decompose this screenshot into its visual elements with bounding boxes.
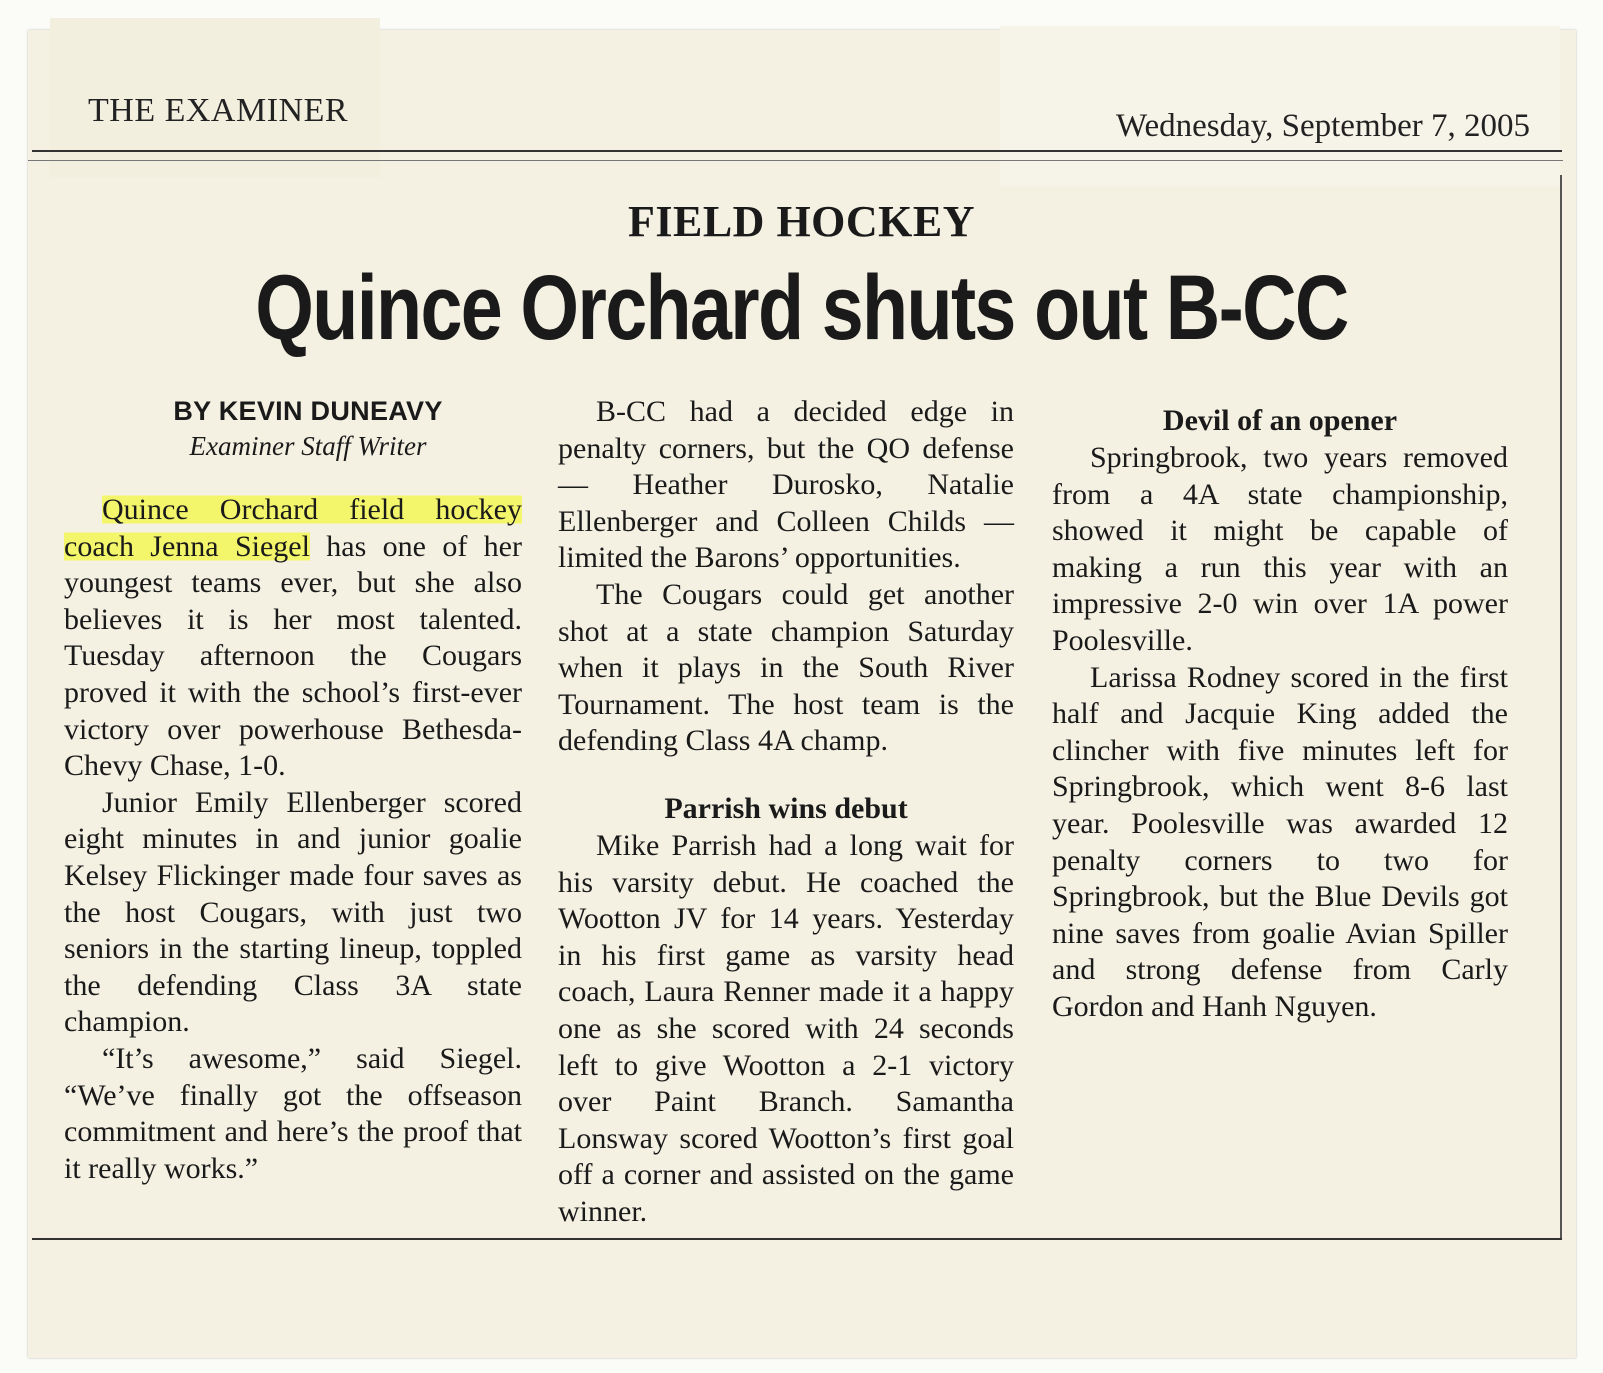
subhead-parrish: Parrish wins debut: [664, 791, 908, 825]
article-column-2: [558, 394, 1014, 1230]
paragraph-4: B-CC had a decided edge in penalty corners, but the QO defense — Heather Durosko, Natalie Ellenberger and Colleen Childs — limited the Barons’ opportunities.: [558, 395, 1014, 575]
masthead-clipping-right: [1000, 26, 1560, 186]
byline: BY KEVIN DUNEAVY: [173, 396, 443, 426]
paragraph-5: The Cougars could get another shot at a state champion Saturday when it plays in the South River Tournament. The host team is the defending Class 4A champ.: [558, 577, 1014, 758]
paragraph-7: Springbrook, two years removed from a 4A state championship, showed it might be capable of making a run this year with an impressive 2-0 win over 1A power Poolesville.: [1052, 441, 1508, 657]
newspaper-name: THE EXAMINER: [88, 92, 349, 129]
paragraph-8: Larissa Rodney scored in the first half and Jacquie King added the clincher with five minutes left for Springbrook, which went 8-6 last year. Poolesville was awarded 12 penalty corners to two for Springbrook, but the Blue Devils got nine saves from goalie Avian Spiller and strong defense from Carly Gordon and Hanh Nguyen.: [1052, 660, 1508, 1023]
publication-date: Wednesday, September 7, 2005: [1115, 108, 1530, 144]
highlighted-text: Quince Orchard field hockey coach Jenna Siegel: [64, 493, 522, 563]
section-kicker: FIELD HOCKEY: [627, 197, 976, 246]
right-rule: [1560, 175, 1562, 1239]
article-column-3: [1052, 402, 1508, 1026]
top-rule-thin: [28, 160, 1563, 161]
bottom-rule: [32, 1238, 1562, 1240]
article-column-1: [64, 394, 522, 1187]
paragraph-1: [64, 492, 522, 785]
paragraph-2: Junior Emily Ellenberger scored eight minutes in and junior goalie Kelsey Flickinger made four saves as the host Cougars, with just two seniors in the starting lineup, toppled the defending Class 3A state champion.: [64, 785, 522, 1039]
paragraph-3: “It’s awesome,” said Siegel. “We’ve finally got the offseason commitment and here’s the proof that it really works.”: [64, 1041, 522, 1185]
paragraph-1-rest: has one of her youngest teams ever, but she also believes it is her most talented. Tuesday afternoon the Cougars proved it with the school’s first-ever victory over powerhouse Bethesda-Chevy Chase, 1-0.: [64, 529, 522, 783]
article-headline: Quince Orchard shuts out B-CC: [255, 257, 1348, 359]
top-rule: [32, 150, 1562, 152]
paragraph-6: Mike Parrish had a long wait for his varsity debut. He coached the Wootton JV for 14 years. Yesterday in his first game as varsity head coach, Laura Renner made it a happy one as she scored with 24 seconds left to give Wootton a 2-1 victory over Paint Branch. Samantha Lonsway scored Wootton’s first goal off a corner and assisted on the game winner.: [558, 828, 1014, 1228]
subhead-devil: Devil of an opener: [1162, 404, 1398, 437]
byline-title: Examiner Staff Writer: [189, 431, 427, 461]
